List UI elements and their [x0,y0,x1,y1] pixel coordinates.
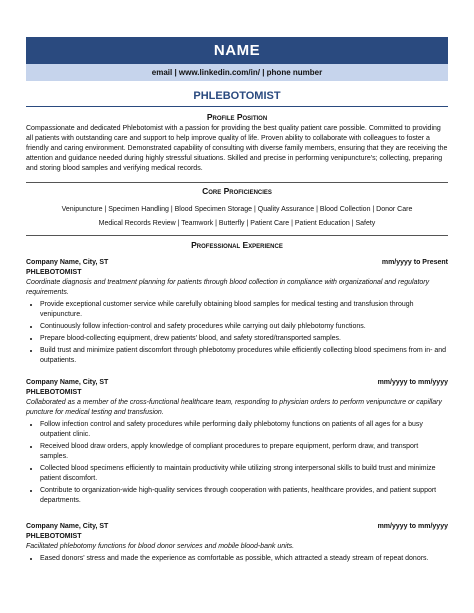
job-header [26,258,448,268]
job-dates: mm/yyyy to mm/yyyy [377,523,448,530]
job-role: PHLEBOTOMIST [26,389,82,396]
contact-info: email | www.linkedin.com/in/ | phone number [26,64,448,81]
job-bullets [26,554,448,564]
proficiencies-heading: Core Proficiencies [202,186,272,196]
job-bullet: • Collected blood specimens efficiently to maintain productivity while utilizing strong interpersonal skills to build trust and minimize patient discomfort. [40,464,448,484]
job-description: Collaborated as a member of the cross-functional healthcare team, responding to physician orders to perform venipuncture or capillary puncture for medical testing and transfusion. [26,399,442,416]
job-bullet: • Prepare blood-collecting equipment, drew patients' blood, and safety stored/transported samples. [40,334,448,344]
job-bullet: • Follow infection control and safety procedures while performing daily phlebotomy functions on patients of all ages for a busy outpatient clinic. [40,420,448,440]
job-bullet: • Build trust and minimize patient discomfort through phlebotomy procedures while efficiently collecting blood specimens from in- and outpatients. [40,346,448,366]
job-header [26,378,448,388]
job-entry [26,522,448,564]
job-bullets [26,300,448,366]
company-name: Company Name, City, ST [26,523,109,530]
experience-heading: Professional Experience [191,240,283,250]
profile-heading: Profile Position [206,112,268,122]
title-divider [26,106,448,107]
job-entry [26,258,448,366]
candidate-name: NAME [26,37,448,64]
job-header [26,522,448,532]
proficiencies-line-2: Medical Records Review | Teamwork | Butterfly | Patient Care | Patient Education | Safety [98,220,376,227]
job-bullet: • Received blood draw orders, apply knowledge of compliant procedures to prepare equipment, perform draw, and transport samples. [40,442,448,462]
proficiencies-divider [26,235,448,236]
proficiencies-line-1: Venipuncture | Specimen Handling | Blood Specimen Storage | Quality Assurance | Blood Collection | Donor Care [61,206,413,213]
job-role: PHLEBOTOMIST [26,533,82,540]
job-role: PHLEBOTOMIST [26,269,82,276]
job-bullet: • Eased donors' stress and made the experience as comfortable as possible, which attracted a steady stream of repeat donors. [40,554,448,564]
job-description: Coordinate diagnosis and treatment planning for patients through blood collection in compliance with organizational and regulatory requirements. [26,279,430,296]
job-bullet: • Provide exceptional customer service while carefully obtaining blood samples for medical testing and transfusion through venipuncture. [40,300,448,320]
job-title: PHLEBOTOMIST [193,90,281,102]
profile-text: Compassionate and dedicated Phlebotomist with a passion for providing the best quality patient care possible. Committed to providing all patients with outstanding care and support to help improve quality of life. Proven ability to collaborate with colleagues to foster a friendly and caring environment. Demonstrated capability of consulting with diverse family members, ensuring that they are receiving the attention and guidance needed during highly stressful situations. Skilled and precise in performing venipuncture's; collecting, preparing and storing blood samples and verifying medical records. [26,125,448,172]
job-bullet: • Continuously follow infection-control and safety procedures while carrying out daily phlebotomy functions. [40,322,448,332]
job-dates: mm/yyyy to mm/yyyy [377,379,448,386]
job-bullets [26,420,448,506]
company-name: Company Name, City, ST [26,379,109,386]
job-bullet: • Contribute to organization-wide high-quality services through cooperation with patients, healthcare provides, and patient support departments. [40,486,448,506]
profile-divider [26,182,448,183]
company-name: Company Name, City, ST [26,259,109,266]
job-dates: mm/yyyy to Present [381,259,448,266]
job-entry [26,378,448,506]
job-description: Facilitated phlebotomy functions for blood donor services and mobile blood-bank units. [26,543,295,550]
